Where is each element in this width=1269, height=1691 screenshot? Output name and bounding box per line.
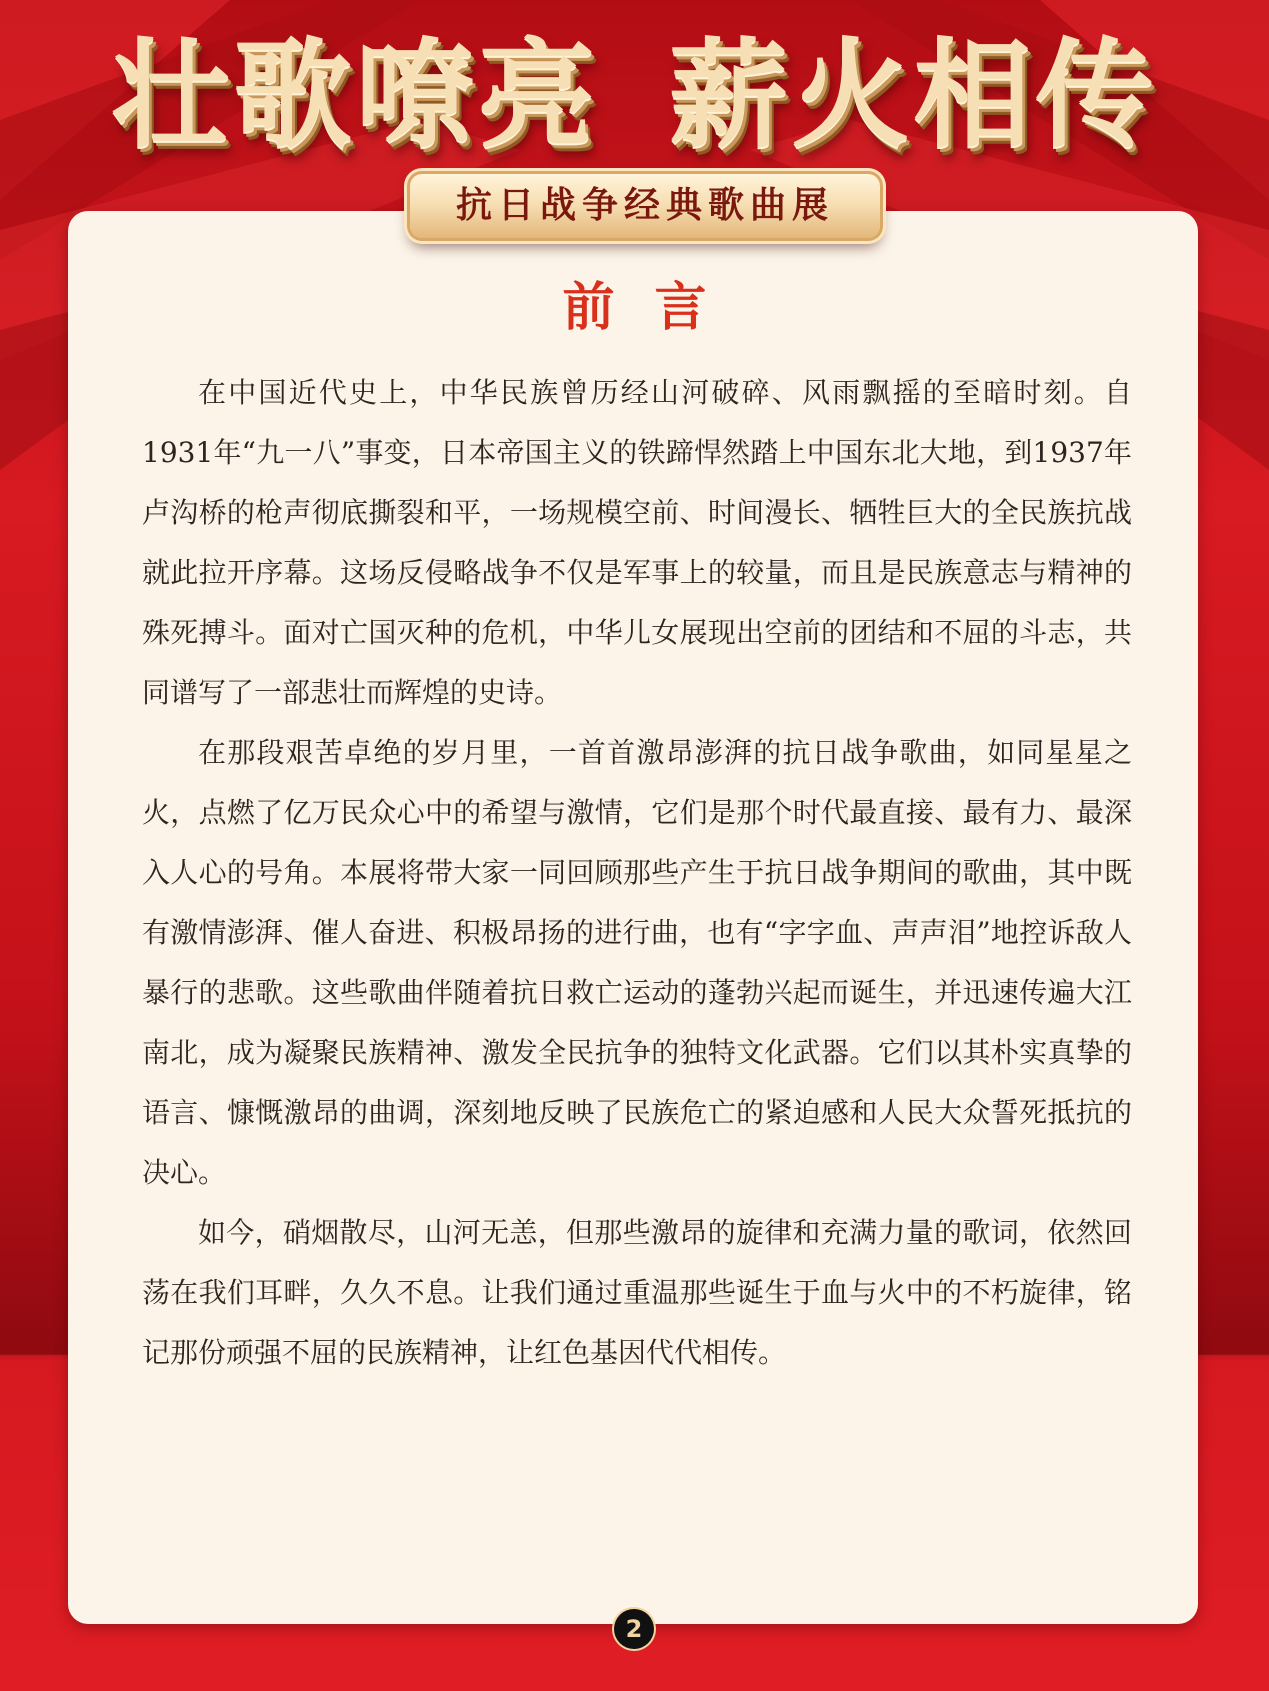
subtitle-banner: 抗日战争经典歌曲展 — [410, 174, 880, 238]
page-number: 2 — [614, 1609, 654, 1649]
preface-body — [142, 363, 1132, 1383]
paragraph-3: 如今，硝烟散尽，山河无恙，但那些激昂的旋律和充满力量的歌词，依然回荡在我们耳畔，久久不息。让我们通过重温那些诞生于血与火中的不朽旋律，铭记那份顽强不屈的民族精神，让红色基因代代相传。 — [142, 1216, 1132, 1369]
preface-heading: 前言 — [562, 278, 747, 338]
paragraph-1: 在中国近代史上，中华民族曾历经山河破碎、风雨飘摇的至暗时刻。自1931年“九一八”事变，日本帝国主义的铁蹄悍然踏上中国东北大地，到1937年卢沟桥的枪声彻底撕裂和平，一场规模空前、时间漫长、牺牲巨大的全民族抗战就此拉开序幕。这场反侵略战争不仅是军事上的较量，而且是民族意志与精神的殊死搏斗。面对亡国灭种的危机，中华儿女展现出空前的团结和不屈的斗志，共同谱写了一部悲壮而辉煌的史诗。 — [142, 376, 1132, 709]
main-title-right: 薪火相传 — [669, 26, 1158, 164]
main-title — [0, 26, 1269, 164]
main-title-left: 壮歌嘹亮 — [111, 26, 600, 164]
paragraph-2: 在那段艰苦卓绝的岁月里，一首首激昂澎湃的抗日战争歌曲，如同星星之火，点燃了亿万民众心中的希望与激情，它们是那个时代最直接、最有力、最深入人心的号角。本展将带大家一同回顾那些产生于抗日战争期间的歌曲，其中既有激情澎湃、催人奋进、积极昂扬的进行曲，也有“字字血、声声泪”地控诉敌人暴行的悲歌。这些歌曲伴随着抗日救亡运动的蓬勃兴起而诞生，并迅速传遍大江南北，成为凝聚民族精神、激发全民抗争的独特文化武器。它们以其朴实真挚的语言、慷慨激昂的曲调，深刻地反映了民族危亡的紧迫感和人民大众誓死抵抗的决心。 — [142, 736, 1132, 1189]
